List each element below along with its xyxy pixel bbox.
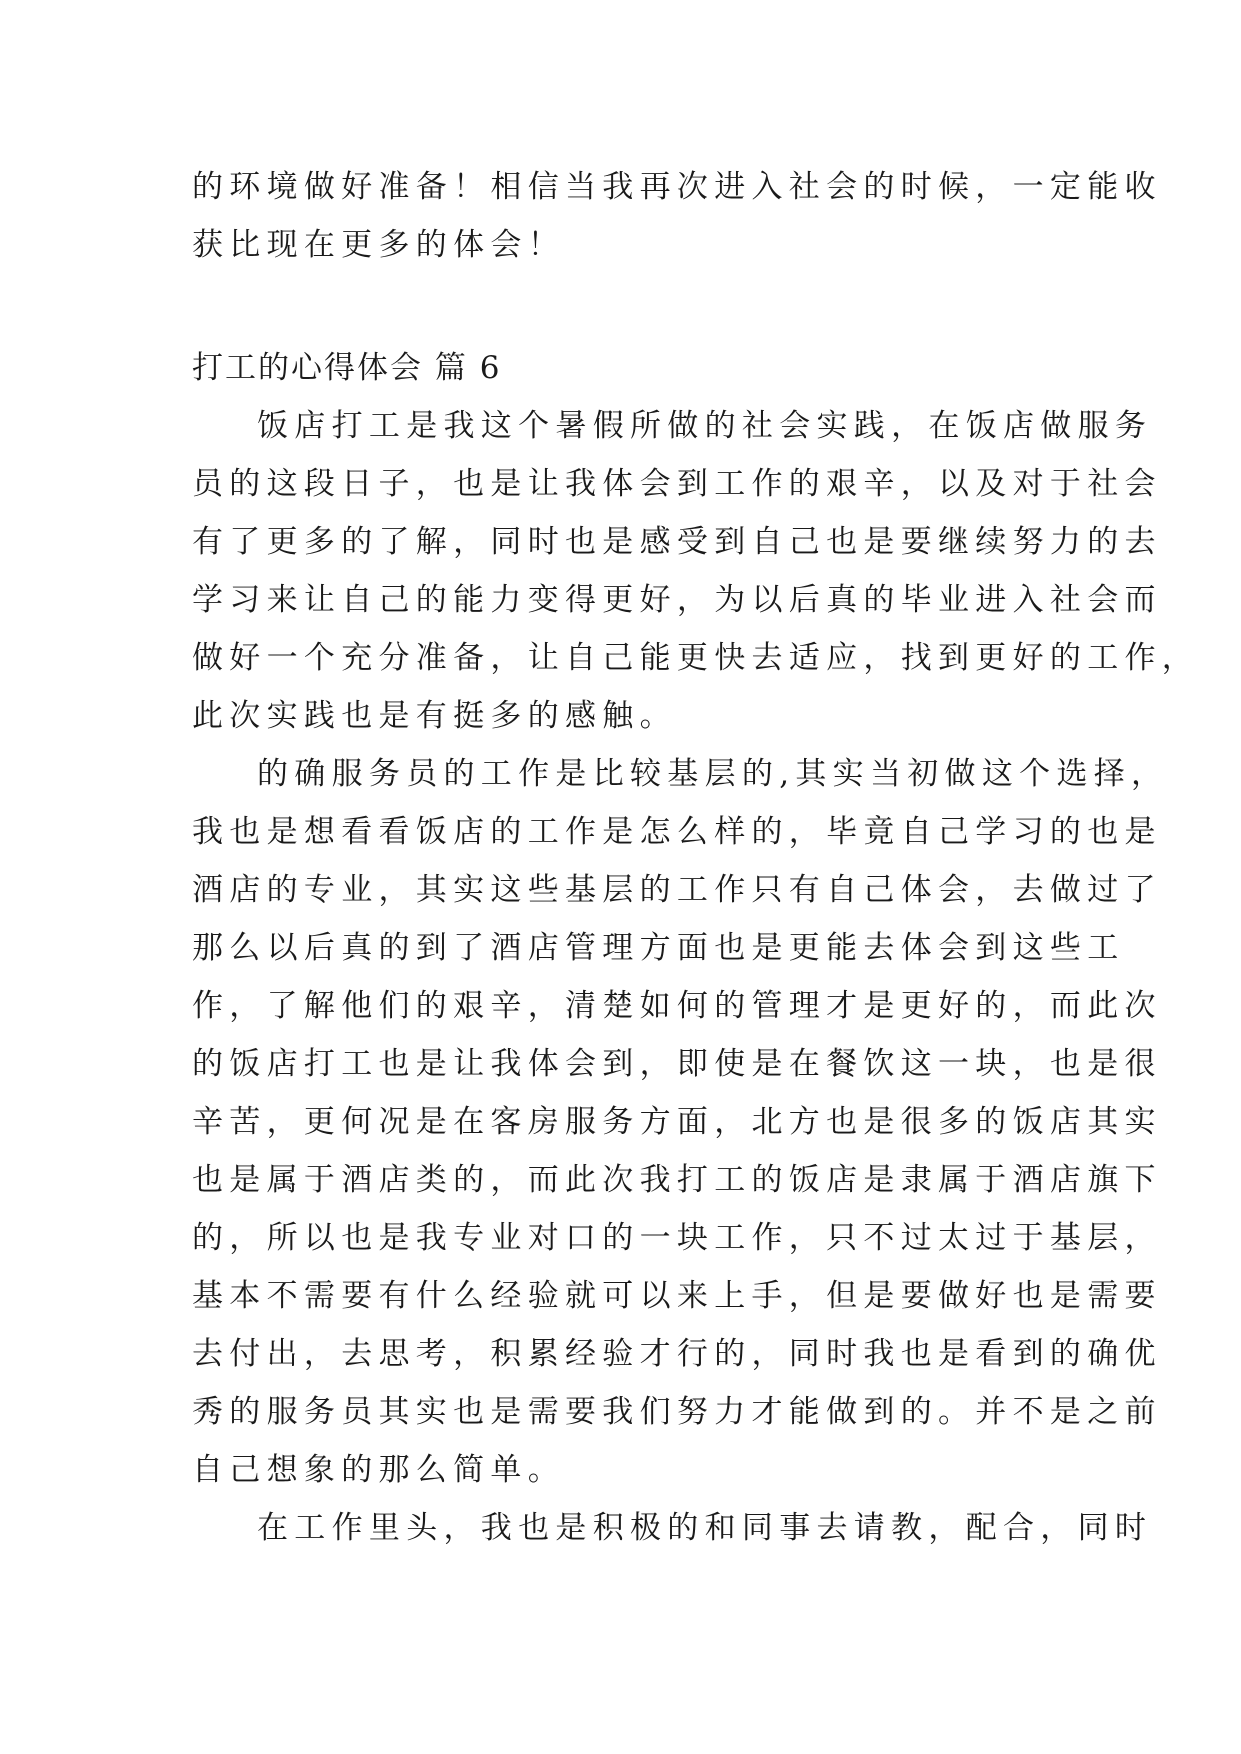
text-line: 饭店打工是我这个暑假所做的社会实践，在饭店做服务 <box>257 408 1153 444</box>
text-line: 学习来让自己的能力变得更好，为以后真的毕业进入社会而 <box>192 582 1162 618</box>
text-line: 有了更多的了解，同时也是感受到自己也是要继续努力的去 <box>192 524 1162 560</box>
text-line: 酒店的专业，其实这些基层的工作只有自己体会，去做过了 <box>192 872 1162 908</box>
text-line: 也是属于酒店类的，而此次我打工的饭店是隶属于酒店旗下 <box>192 1162 1162 1198</box>
paragraph-2 <box>192 745 1169 1499</box>
text-line: 员的这段日子，也是让我体会到工作的艰辛，以及对于社会 <box>192 466 1162 502</box>
text-line: 的确服务员的工作是比较基层的,其实当初做这个选择， <box>257 756 1169 792</box>
paragraph-1 <box>192 397 1200 745</box>
text-line: 作，了解他们的艰辛，清楚如何的管理才是更好的，而此次 <box>192 988 1162 1024</box>
text-line: 的，所以也是我专业对口的一块工作，只不过太过于基层， <box>192 1220 1162 1256</box>
text-line: 做好一个充分准备，让自己能更快去适应，找到更好的工作， <box>192 640 1200 676</box>
text-line: 辛苦，更何况是在客房服务方面，北方也是很多的饭店其实 <box>192 1104 1162 1140</box>
section-heading: 打工的心得体会 篇 6 <box>192 350 502 386</box>
text-line: 那么以后真的到了酒店管理方面也是更能去体会到这些工 <box>192 930 1125 966</box>
text-line: 基本不需要有什么经验就可以来上手，但是要做好也是需要 <box>192 1278 1162 1314</box>
text-line: 的环境做好准备！相信当我再次进入社会的时候，一定能收 <box>192 169 1162 205</box>
text-line: 的饭店打工也是让我体会到，即使是在餐饮这一块，也是很 <box>192 1046 1162 1082</box>
text-line: 此次实践也是有挺多的感触。 <box>192 698 677 734</box>
text-line: 我也是想看看饭店的工作是怎么样的，毕竟自己学习的也是 <box>192 814 1162 850</box>
text-line: 在工作里头，我也是积极的和同事去请教，配合，同时 <box>257 1510 1153 1546</box>
text-line: 去付出，去思考，积累经验才行的，同时我也是看到的确优 <box>192 1336 1162 1372</box>
paragraph-3 <box>192 1499 1153 1557</box>
text-line: 自己想象的那么简单。 <box>192 1452 565 1488</box>
intro-paragraph <box>192 158 1162 274</box>
document-page <box>192 158 1200 1557</box>
spacer <box>192 274 1050 339</box>
text-line: 获比现在更多的体会！ <box>192 227 565 263</box>
text-line: 秀的服务员其实也是需要我们努力才能做到的。并不是之前 <box>192 1394 1162 1430</box>
